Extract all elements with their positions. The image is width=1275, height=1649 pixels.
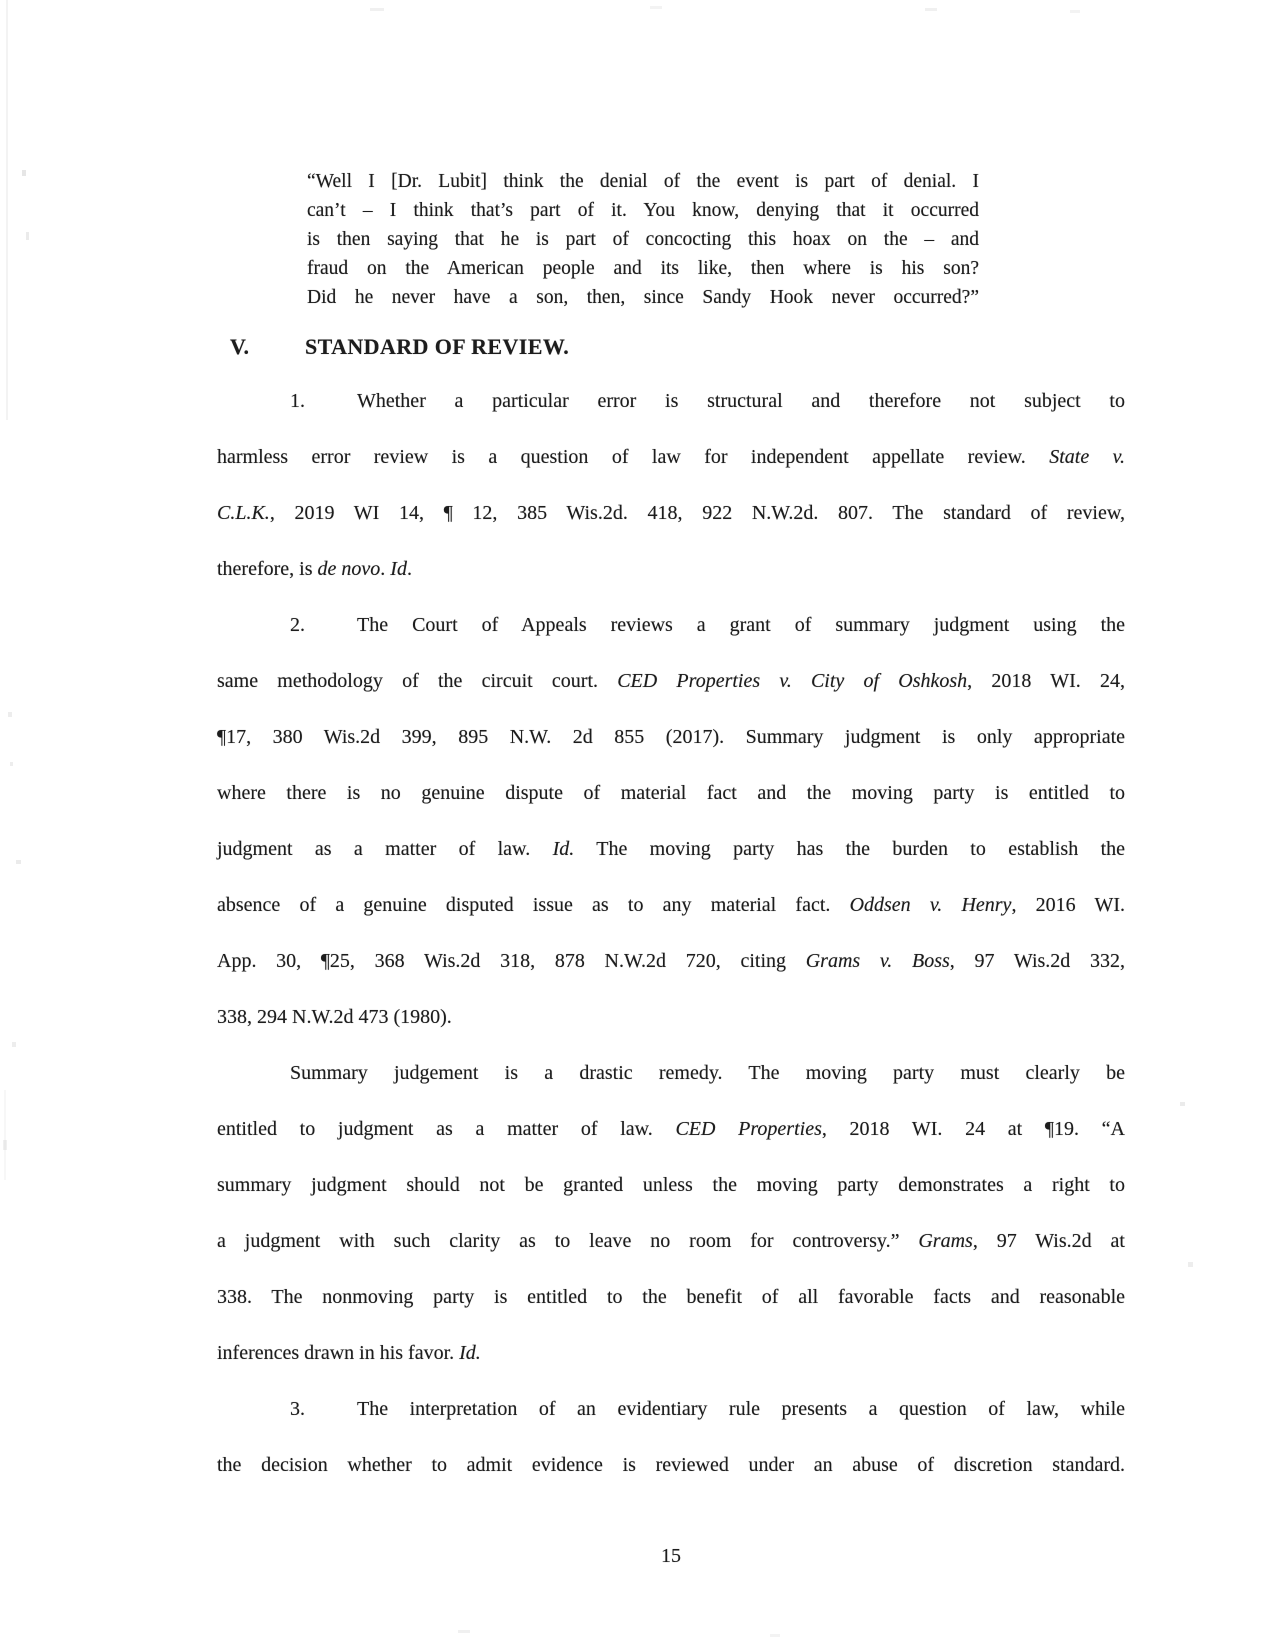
citation-italic: Oddsen v. Henry (849, 894, 1012, 916)
citation-italic: Id. (459, 1342, 481, 1364)
quote-line: fraud on the American people and its like, then where is his son? (307, 258, 979, 279)
scan-artifact (458, 1630, 470, 1633)
scan-artifact (925, 8, 937, 11)
text-segment: . (406, 558, 412, 580)
paragraph-number: 3. (290, 1398, 305, 1420)
quote-line: “Well I [Dr. Lubit] think the denial of the event is part of denial. I (307, 171, 979, 192)
paragraph-number: 2. (290, 614, 305, 636)
section-number: V. (230, 334, 250, 359)
text-line (217, 597, 1125, 653)
scan-artifact (12, 1042, 16, 1047)
text-segment: ¶17, 380 Wis.2d 399, 895 N.W. 2d 855 (2017). Summary judgment is only appropriate (217, 726, 1125, 748)
quote-block (307, 167, 979, 312)
text-line (217, 709, 1125, 765)
text-segment: therefore, is (217, 558, 318, 580)
citation-italic: Grams v. Boss (805, 950, 950, 972)
text-segment: a judgment with such clarity as to leave no room for controversy.” (217, 1230, 919, 1252)
section-title: STANDARD OF REVIEW. (305, 334, 570, 359)
scan-artifact (10, 762, 13, 766)
scan-artifact (26, 232, 29, 240)
text-line (217, 989, 1125, 1045)
text-segment: where there is no genuine dispute of material fact and the moving party is entitled to (217, 782, 1125, 804)
text-line (217, 1381, 1125, 1437)
text-line (217, 429, 1125, 485)
text-segment: same methodology of the circuit court. (217, 670, 618, 692)
text-line (217, 765, 1125, 821)
text-segment: Summary judgement is a drastic remedy. The moving party must clearly be (290, 1062, 1125, 1084)
scan-artifact (370, 8, 384, 11)
text-segment: , 2018 WI. 24 at ¶19. “A (821, 1118, 1125, 1140)
scan-artifact (4, 1090, 6, 1180)
scan-artifact (1188, 1262, 1193, 1267)
citation-italic: C.L.K. (217, 502, 270, 524)
text-segment: The interpretation of an evidentiary rule presents a question of law, while (357, 1398, 1125, 1420)
text-segment: , 2018 WI. 24, (967, 670, 1125, 692)
text-segment: Whether a particular error is structural and therefore not subject to (357, 390, 1125, 412)
paragraph-number: 1. (290, 390, 305, 412)
text-segment: . (380, 558, 391, 580)
scan-artifact (1070, 10, 1080, 13)
text-line (217, 1157, 1125, 1213)
text-segment: entitled to judgment as a matter of law. (217, 1118, 676, 1140)
quote-line: can’t – I think that’s part of it. You know, denying that it occurred (307, 200, 979, 221)
citation-italic: CED Properties (675, 1118, 822, 1140)
text-line (217, 485, 1125, 541)
text-segment: 338, 294 N.W.2d 473 (1980). (217, 1006, 452, 1028)
scan-artifact (22, 170, 26, 176)
text-segment: , 97 Wis.2d 332, (949, 950, 1125, 972)
text-segment: absence of a genuine disputed issue as to any material fact. (217, 894, 850, 916)
text-line (217, 877, 1125, 933)
text-line (217, 1325, 1125, 1381)
text-segment: summary judgment should not be granted unless the moving party demonstrates a right to (217, 1174, 1125, 1196)
text-line (217, 821, 1125, 877)
text-segment: harmless error review is a question of law for independent appellate review. (217, 446, 1050, 468)
text-segment: , 2016 WI. (1011, 894, 1125, 916)
citation-italic: CED Properties v. City of Oshkosh (617, 670, 968, 692)
text-line (217, 653, 1125, 709)
text-line (217, 1437, 1125, 1493)
quote-line: Did he never have a son, then, since Sandy Hook never occurred?” (307, 287, 979, 308)
scan-artifact (16, 860, 21, 864)
text-segment: , 97 Wis.2d at (972, 1230, 1125, 1252)
body-text (217, 373, 1125, 1493)
text-segment: 338. The nonmoving party is entitled to the benefit of all favorable facts and reasonable (217, 1286, 1125, 1308)
text-line (217, 933, 1125, 989)
scan-artifact (8, 712, 12, 717)
citation-italic: Grams (918, 1230, 973, 1252)
scan-artifact (770, 1634, 780, 1637)
text-segment: judgment as a matter of law. (217, 838, 553, 860)
text-segment: The Court of Appeals reviews a grant of summary judgment using the (357, 614, 1125, 636)
text-line (217, 1213, 1125, 1269)
citation-italic: State v. (1049, 446, 1125, 468)
text-line (217, 1101, 1125, 1157)
quote-line: is then saying that he is part of concocting this hoax on the – and (307, 229, 979, 250)
citation-italic: Id (390, 558, 407, 580)
scan-artifact (1180, 1102, 1185, 1106)
text-line (217, 1269, 1125, 1325)
scan-artifact (3, 1140, 7, 1150)
text-line (217, 541, 1125, 597)
text-segment: , 2019 WI 14, ¶ 12, 385 Wis.2d. 418, 922 N.W.2d. 807. The standard of review, (269, 502, 1125, 524)
text-line (217, 1045, 1125, 1101)
citation-italic: de novo (317, 558, 381, 580)
text-segment: inferences drawn in his favor. (217, 1342, 460, 1364)
section-heading (230, 332, 930, 362)
scan-artifact (650, 6, 662, 9)
text-segment: The moving party has the burden to establish the (574, 838, 1126, 860)
text-line (217, 373, 1125, 429)
text-segment: the decision whether to admit evidence is reviewed under an abuse of discretion standard. (217, 1454, 1125, 1476)
scan-artifact (6, 0, 8, 420)
page-number: 15 (661, 1545, 681, 1567)
text-segment: App. 30, ¶25, 368 Wis.2d 318, 878 N.W.2d 720, citing (217, 950, 806, 972)
citation-italic: Id. (552, 838, 575, 860)
